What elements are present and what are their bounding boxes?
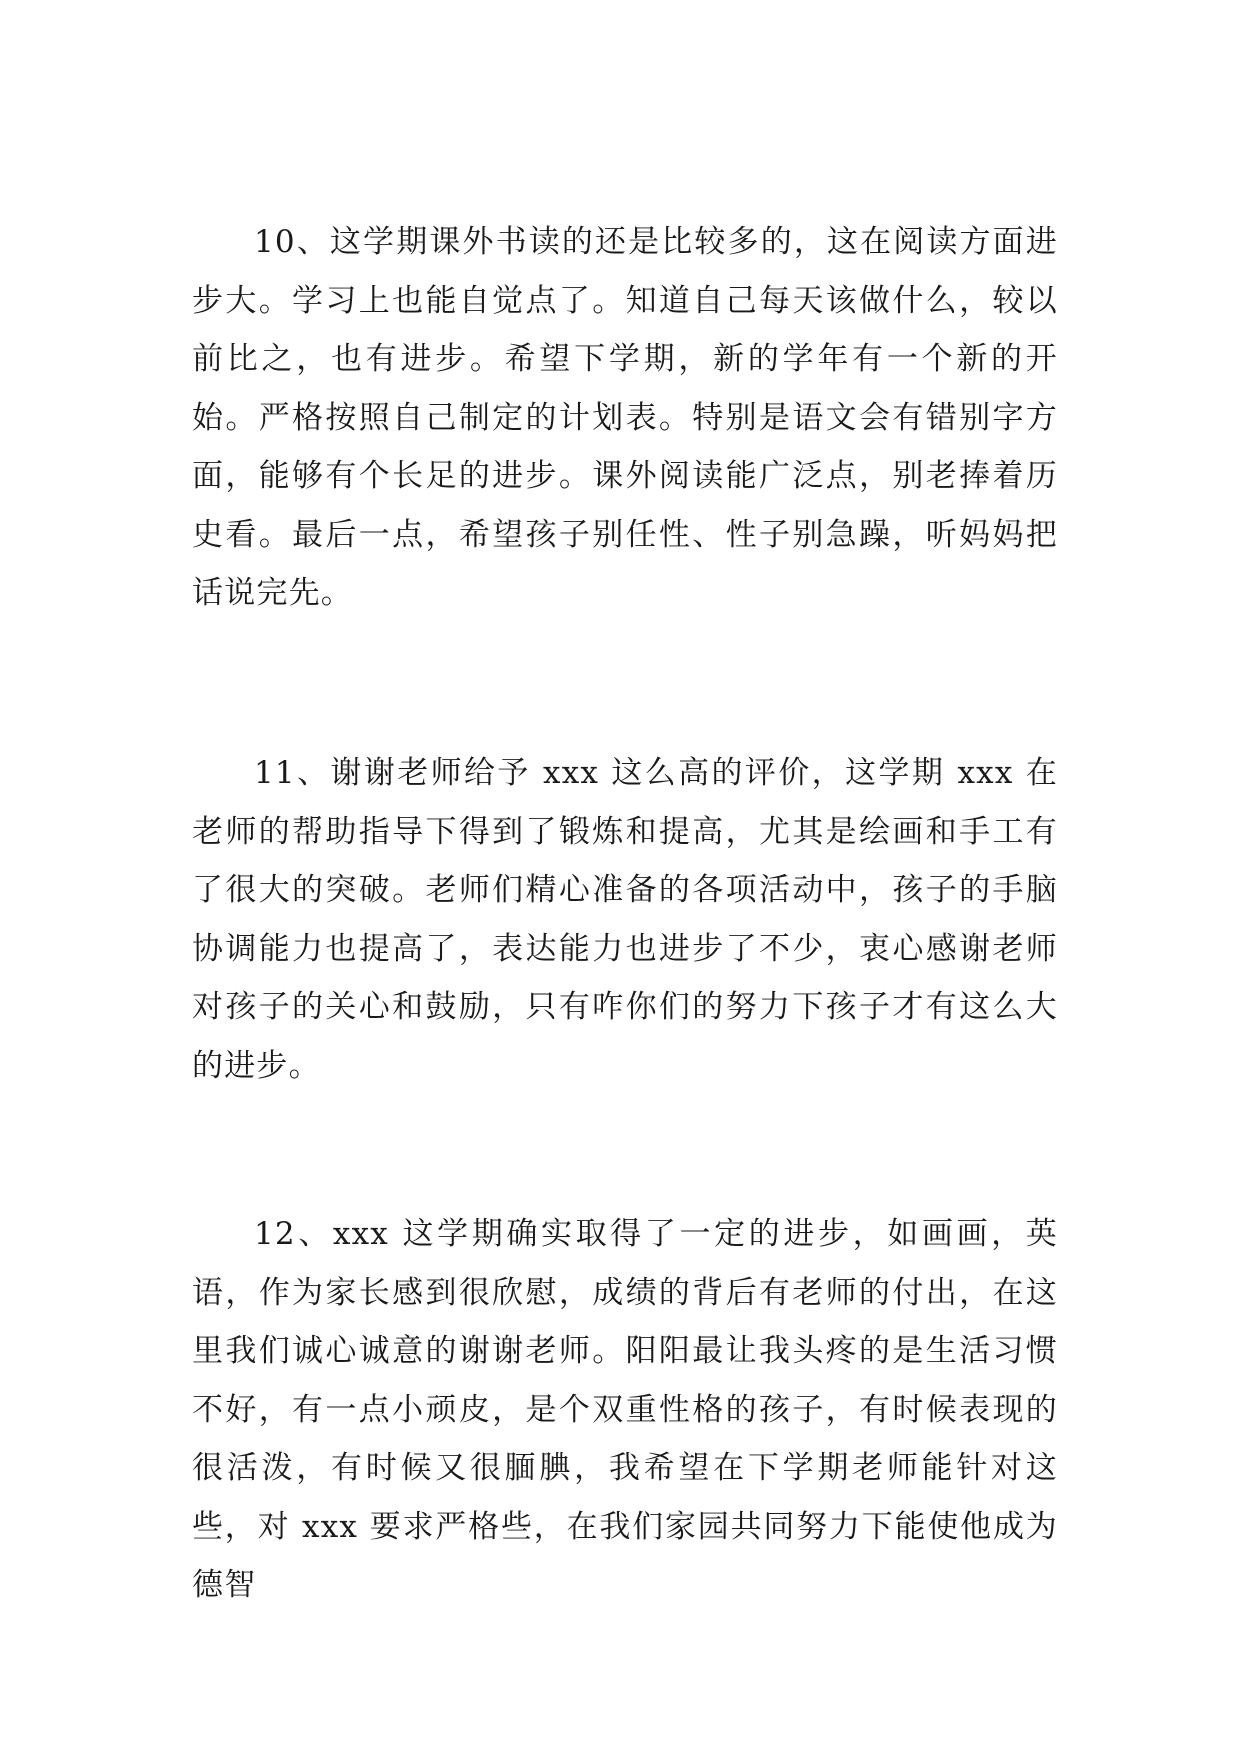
paragraph-11: 11、谢谢老师给予 xxx 这么高的评价，这学期 xxx 在老师的帮助指导下得到了锻炼和提高，尤其是绘画和手工有了很大的突破。老师们精心准备的各项活动中，孩子的手脑协调能力也提高了，表达能力也进步了不少，衷心感谢老师对孩子的关心和鼓励，只有咋你们的努力下孩子才有这么大的进步。 bbox=[192, 755, 1058, 1084]
paragraph-10: 10、这学期课外书读的还是比较多的，这在阅读方面进步大。学习上也能自觉点了。知道自己每天该做什么，较以前比之，也有进步。希望下学期，新的学年有一个新的开始。严格按照自己制定的计划表。特别是语文会有错别字方面，能够有个长足的进步。课外阅读能广泛点，别老捧着历史看。最后一点，希望孩子别任性、性子别急躁，听妈妈把话说完先。 bbox=[192, 224, 1058, 611]
paragraph-12: 12、xxx 这学期确实取得了一定的进步，如画画，英语，作为家长感到很欣慰，成绩的背后有老师的付出，在这里我们诚心诚意的谢谢老师。阳阳最让我头疼的是生活习惯不好，有一点小顽皮，是个双重性格的孩子，有时候表现的很活泼，有时候又很腼腆，我希望在下学期老师能针对这些，对 xxx 要求严格些，在我们家园共同努力下能使他成为德智 bbox=[192, 1216, 1058, 1603]
